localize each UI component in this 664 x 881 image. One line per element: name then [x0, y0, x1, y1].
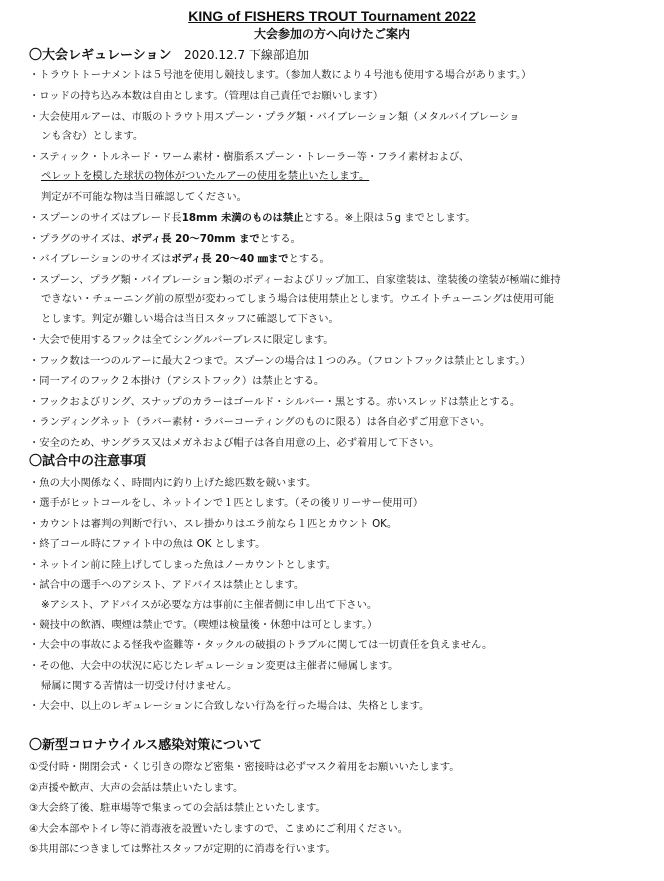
covid-line-4: ④大会本部やトイレ等に消毒液を設置いたしますので、こまめにご利用ください。: [29, 823, 408, 835]
spoon-size-tail: とする。※上限は５g までとします。: [303, 212, 476, 224]
regulation-line-landing-net: ・ランディングネット（ラバー素材・ラバーコーティングのものに限る）は各自必ずご用意下さい。: [29, 416, 491, 428]
regulation-line-plug-size: [29, 231, 301, 247]
plug-size-lead: ・プラグのサイズは、: [29, 233, 132, 245]
match-heading: 〇試合中の注意事項: [29, 454, 147, 469]
regulation-update-note: 2020.12.7 下線部追加: [184, 48, 309, 62]
match-line-2: ・選手がヒットコールをし、ネットインで１匹とします。（その後リリーサー使用可）: [29, 497, 424, 509]
covid-line-3: ③大会終了後、駐車場等で集まっての会話は禁止といたします。: [29, 802, 326, 814]
regulation-line-1: ・トラウトトーナメントは５号池を使用し競技します。（参加人数により４号池も使用する場合があります。）: [29, 69, 532, 81]
match-line-6-note: ※アシスト、アドバイスが必要な方は事前に主催者側に申し出て下さい。: [41, 599, 378, 611]
vibration-size-tail: とする。: [288, 253, 330, 265]
covid-line-1: ①受付時・開閉会式・くじ引きの際など密集・密接時は必ずマスク着用をお願いいたします。: [29, 761, 460, 773]
spoon-size-limit: 18mm 未満のものは禁止: [181, 212, 304, 224]
match-line-10: ・大会中、以上のレギュレーションに合致しない行為を行った場合は、失格とします。: [29, 700, 430, 712]
match-line-7: ・競技中の飲酒、喫煙は禁止です。（喫煙は検量後・休憩中は可とします。）: [29, 619, 378, 631]
regulation-line-paint-cont1: できない・チューニング前の原型が変わってしまう場合は使用禁止とします。ウエイトチューニングは使用可能: [41, 293, 554, 305]
regulation-line-assist-hook: ・同一アイのフック２本掛け（アシストフック）は禁止とする。: [29, 375, 325, 387]
regulation-line-hook-type: ・大会で使用するフックは全てシングルバーブレスに限定します。: [29, 334, 334, 346]
regulation-line-spoon-size: [29, 210, 476, 226]
match-line-9: ・その他、大会中の状況に応じたレギュレーション変更は主催者に帰属します。: [29, 660, 399, 672]
match-line-6: ・試合中の選手へのアシスト、アドバイスは禁止とします。: [29, 579, 305, 591]
regulation-heading-text: 〇大会レギュレーション: [29, 48, 172, 63]
covid-line-2: ②声援や歓声、大声の会話は禁止いたします。: [29, 782, 244, 794]
regulation-line-paint: ・スプーン、プラグ類・バイブレーション類のボディーおよびリップ加工、自家塗装は、塗装後の塗装が極端に維持: [29, 274, 561, 286]
match-line-1: ・魚の大小関係なく、時間内に釣り上げた総匹数を競います。: [29, 477, 317, 489]
match-line-5: ・ネットイン前に陸上げしてしまった魚はノーカウントとします。: [29, 559, 337, 571]
spoon-size-lead: ・スプーンのサイズはブレード長: [29, 212, 182, 224]
covid-line-5: ⑤共用部につきましては弊社スタッフが定期的に消毒を行います。: [29, 843, 336, 855]
regulation-line-hook-color: ・フックおよびリング、スナップのカラーはゴールド・シルバー・黒とする。赤いスレッドは禁止とする。: [29, 396, 521, 408]
regulation-line-hook-count: ・フック数は一つのルアーに最大２つまで。スプーンの場合は１つのみ。（フロントフックは禁止とします。）: [29, 355, 531, 367]
match-line-9-cont: 帰属に関する苦情は一切受け付けません。: [41, 680, 238, 692]
regulation-line-4: ・スティック・トルネード・ワーム素材・樹脂系スプーン・トレーラー等・フライ素材および、: [29, 151, 470, 163]
regulation-line-safety: ・安全のため、サングラス又はメガネおよび帽子は各自用意の上、必ず着用して下さい。: [29, 437, 440, 449]
regulation-line-2: ・ロッドの持ち込み本数は自由とします。（管理は自己責任でお願いします）: [29, 90, 384, 102]
covid-heading: 〇新型コロナウイルス感染対策について: [29, 738, 262, 753]
regulation-line-paint-cont2: とします。判定が難しい場合は当日スタッフに確認して下さい。: [41, 313, 339, 325]
regulation-line-4-underlined: ペレットを模した球状の物体がついたルアーの使用を禁止いたします。: [41, 170, 370, 182]
document-title: KING of FISHERS TROUT Tournament 2022: [188, 8, 476, 24]
match-line-8: ・大会中の事故による怪我や盗難等・タックルの破損のトラブルに関しては一切責任を負えません。: [29, 639, 493, 651]
plug-size-limit: ボディ長 20〜70mm まで: [131, 233, 260, 245]
match-line-3: ・カウントは審判の判断で行い、スレ掛かりはエラ前なら１匹とカウント OK。: [29, 518, 398, 530]
document-subtitle: 大会参加の方へ向けたご案内: [253, 27, 410, 41]
vibration-size-lead: ・バイブレーションのサイズは: [29, 253, 172, 265]
regulation-line-3: ・大会使用ルアーは、市販のトラウト用スプーン・プラグ類・バイブレーション類（メタルバイブレーショ: [29, 111, 520, 123]
regulation-line-3-cont: ンも含む）とします。: [41, 130, 144, 142]
regulation-line-4-note: 判定が不可能な物は当日確認してください。: [41, 191, 247, 203]
match-line-4: ・終了コール時にファイト中の魚は OK とします。: [29, 538, 266, 550]
regulation-line-vibration-size: [29, 251, 330, 267]
plug-size-tail: とする。: [259, 233, 301, 245]
vibration-size-limit: ボディ長 20〜40 ㎜まで: [171, 253, 289, 265]
regulation-heading: [29, 46, 309, 65]
